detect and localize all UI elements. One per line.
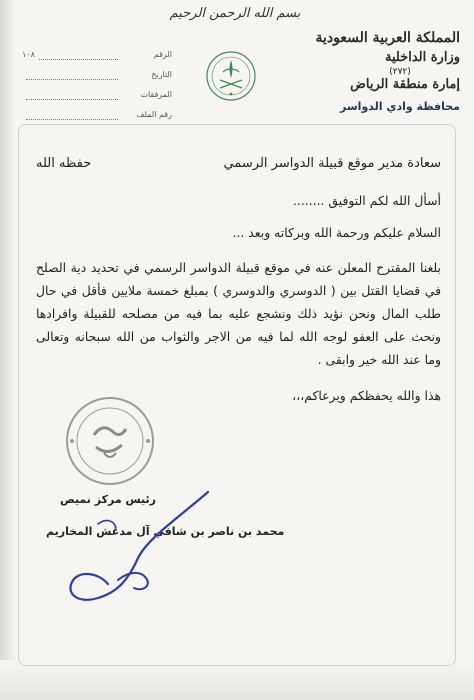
greeting-salam: السلام عليكم ورحمة الله وبركاته وبعد ...	[232, 225, 441, 240]
kingdom-name: المملكة العربية السعودية	[315, 30, 460, 46]
signatory-title: رئيس مركز نميص	[59, 493, 156, 506]
greeting-wish: أسأل الله لكم التوفيق ........	[292, 193, 441, 208]
letter-closing: هذا والله يحفظكم ويرعاكم،،،	[292, 388, 441, 403]
saudi-emblem-icon	[205, 50, 257, 102]
basmala: بسم الله الرحمن الرحيم	[169, 6, 301, 21]
emirate-name: إمارة منطقة الرياض	[350, 77, 460, 92]
field-attachments: المرفقات	[22, 84, 172, 104]
round-stamp-icon	[64, 395, 156, 487]
letter-paragraph: بلغنا المقترح المعلن عنه في موقع قبيلة الدواسر الرسمي في تحديد دية الصلح في قضايا القتل بين ( الدوسري والدوسري ) بمبلغ خمسة ملايين فأقل في حال طلب المال ونحن نؤيد ذلك ونشجع عليه بما فيه من مصلحه للقبيلة وافرادها ونحث على العفو لوجه الله لما فيه من الاجر والثواب من الله سبحانه وتعالى وما عند الله خير وابقى .	[36, 260, 441, 367]
page-shadow-bottom	[0, 660, 474, 700]
handwritten-signature	[58, 488, 228, 606]
recipient-line	[36, 156, 441, 171]
letterhead-fields	[22, 44, 172, 124]
signatory-name: محمد بن ناصر بن شافي آل مدغش المخاريم	[46, 525, 285, 538]
ministry-code: (٢٧٢)	[389, 67, 411, 77]
recipient-suffix: حفظه الله	[36, 156, 92, 171]
page-shadow-left	[0, 0, 16, 700]
field-date: التاريخ	[22, 64, 172, 84]
recipient-name: سعادة مدير موقع قبيلة الدواسر الرسمي	[223, 156, 441, 171]
field-file-number: رقم الملف	[22, 104, 172, 124]
governorate-name: محافظة وادي الدواسر	[340, 100, 460, 113]
letterhead-right	[290, 30, 460, 113]
ministry-name: وزارة الداخلية	[384, 50, 460, 65]
field-number: الرقم ١٠٨	[22, 49, 172, 59]
